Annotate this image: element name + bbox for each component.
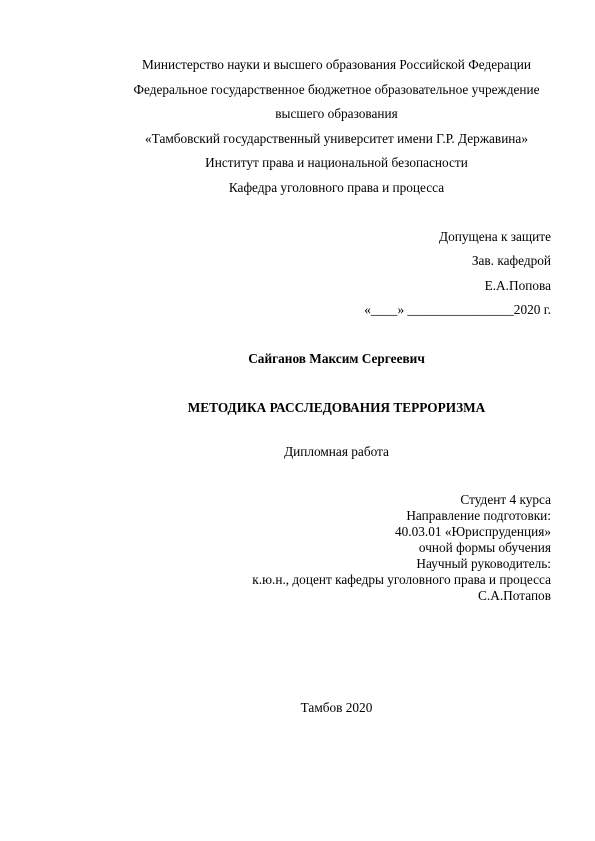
- header-institute: Институт права и национальной безопасности: [205, 155, 468, 170]
- supervisor-label: Научный руководитель:: [416, 556, 551, 571]
- header-university-name: «Тамбовский государственный университет имени Г.Р. Державина»: [145, 131, 528, 146]
- header-department: Кафедра уголовного права и процесса: [228, 180, 445, 195]
- work-type: Дипломная работа: [284, 444, 389, 459]
- approval-head-title: Зав. кафедрой: [471, 253, 551, 268]
- student-course: Студент 4 курса: [460, 492, 551, 507]
- study-direction-code: 40.03.01 «Юриспруденция»: [394, 524, 551, 539]
- approval-date-line: «____» ________________2020 г.: [364, 302, 551, 317]
- author-name: Сайганов Максим Сергеевич: [248, 351, 425, 366]
- header-ministry: Министерство науки и высшего образования Российской Федерации: [141, 57, 532, 72]
- header-education-level: высшего образования: [275, 106, 398, 121]
- supervisor-position: к.ю.н., доцент кафедры уголовного права и процесса: [252, 572, 551, 587]
- approval-head-name: Е.А.Попова: [484, 278, 551, 293]
- study-direction-label: Направление подготовки:: [406, 508, 551, 523]
- city-year: Тамбов 2020: [300, 700, 373, 715]
- thesis-title: МЕТОДИКА РАССЛЕДОВАНИЯ ТЕРРОРИЗМА: [187, 400, 486, 415]
- supervisor-name: С.А.Потапов: [478, 588, 551, 603]
- study-form: очной формы обучения: [418, 540, 551, 555]
- header-institution-type: Федеральное государственное бюджетное образовательное учреждение: [133, 82, 540, 97]
- approval-admitted: Допущена к защите: [439, 229, 551, 244]
